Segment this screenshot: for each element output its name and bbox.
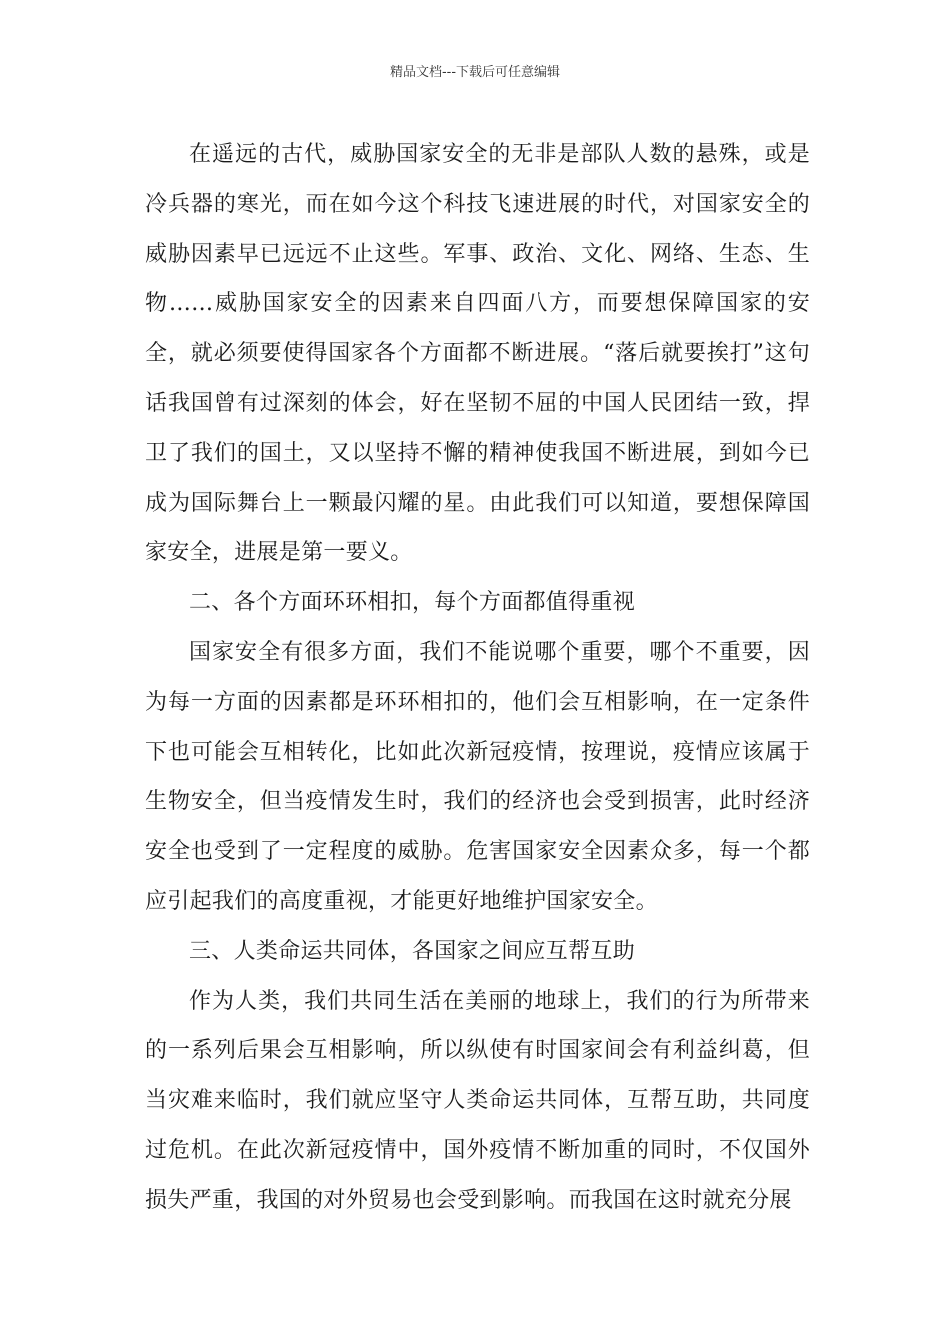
paragraph-section-three: 作为人类，我们共同生活在美丽的地球上，我们的行为所带来的一系列后果会互相影响，所以纵使有时国家间会有利益纠葛，但当灾难来临时，我们就应坚守人类命运共同体，互帮互助，共同度过危机。在此次新冠疫情中，国外疫情不断加重的同时，不仅国外损失严重，我国的对外贸易也会受到影响。而我国在这时就充分展 [145,988,810,1213]
paragraph-section-two: 国家安全有很多方面，我们不能说哪个重要，哪个不重要，因为每一方面的因素都是环环相扣的，他们会互相影响，在一定条件下也可能会互相转化，比如此次新冠疫情，按理说，疫情应该属于生物安全，但当疫情发生时，我们的经济也会受到损害，此时经济安全也受到了一定程度的威胁。危害国家安全因素众多，每一个都应引起我们的高度重视，才能更好地维护国家安全。 [145,639,810,914]
section-heading-three: 三、人类命运共同体，各国家之间应互帮互助 [189,938,636,964]
section-heading-two: 二、各个方面环环相扣，每个方面都值得重视 [189,590,636,616]
paragraph-intro: 在遥远的古代，威胁国家安全的无非是部队人数的悬殊，或是冷兵器的寒光，而在如今这个科技飞速进展的时代，对国家安全的威胁因素早已远远不止这些。军事、政治、文化、网络、生态、生物……威胁国家安全的因素来自四面八方，而要想保障国家的安全，就必须要使得国家各个方面都不断进展。“落后就要挨打”这句话我国曾有过深刻的体会，好在坚韧不屈的中国人民团结一致，捍卫了我们的国土，又以坚持不懈的精神使我国不断进展，到如今已成为国际舞台上一颗最闪耀的星。由此我们可以知道，要想保障国家安全，进展是第一要义。 [145,142,810,566]
page-header: 精品文档---下载后可任意编辑 [389,65,561,80]
document-body [145,130,810,1226]
